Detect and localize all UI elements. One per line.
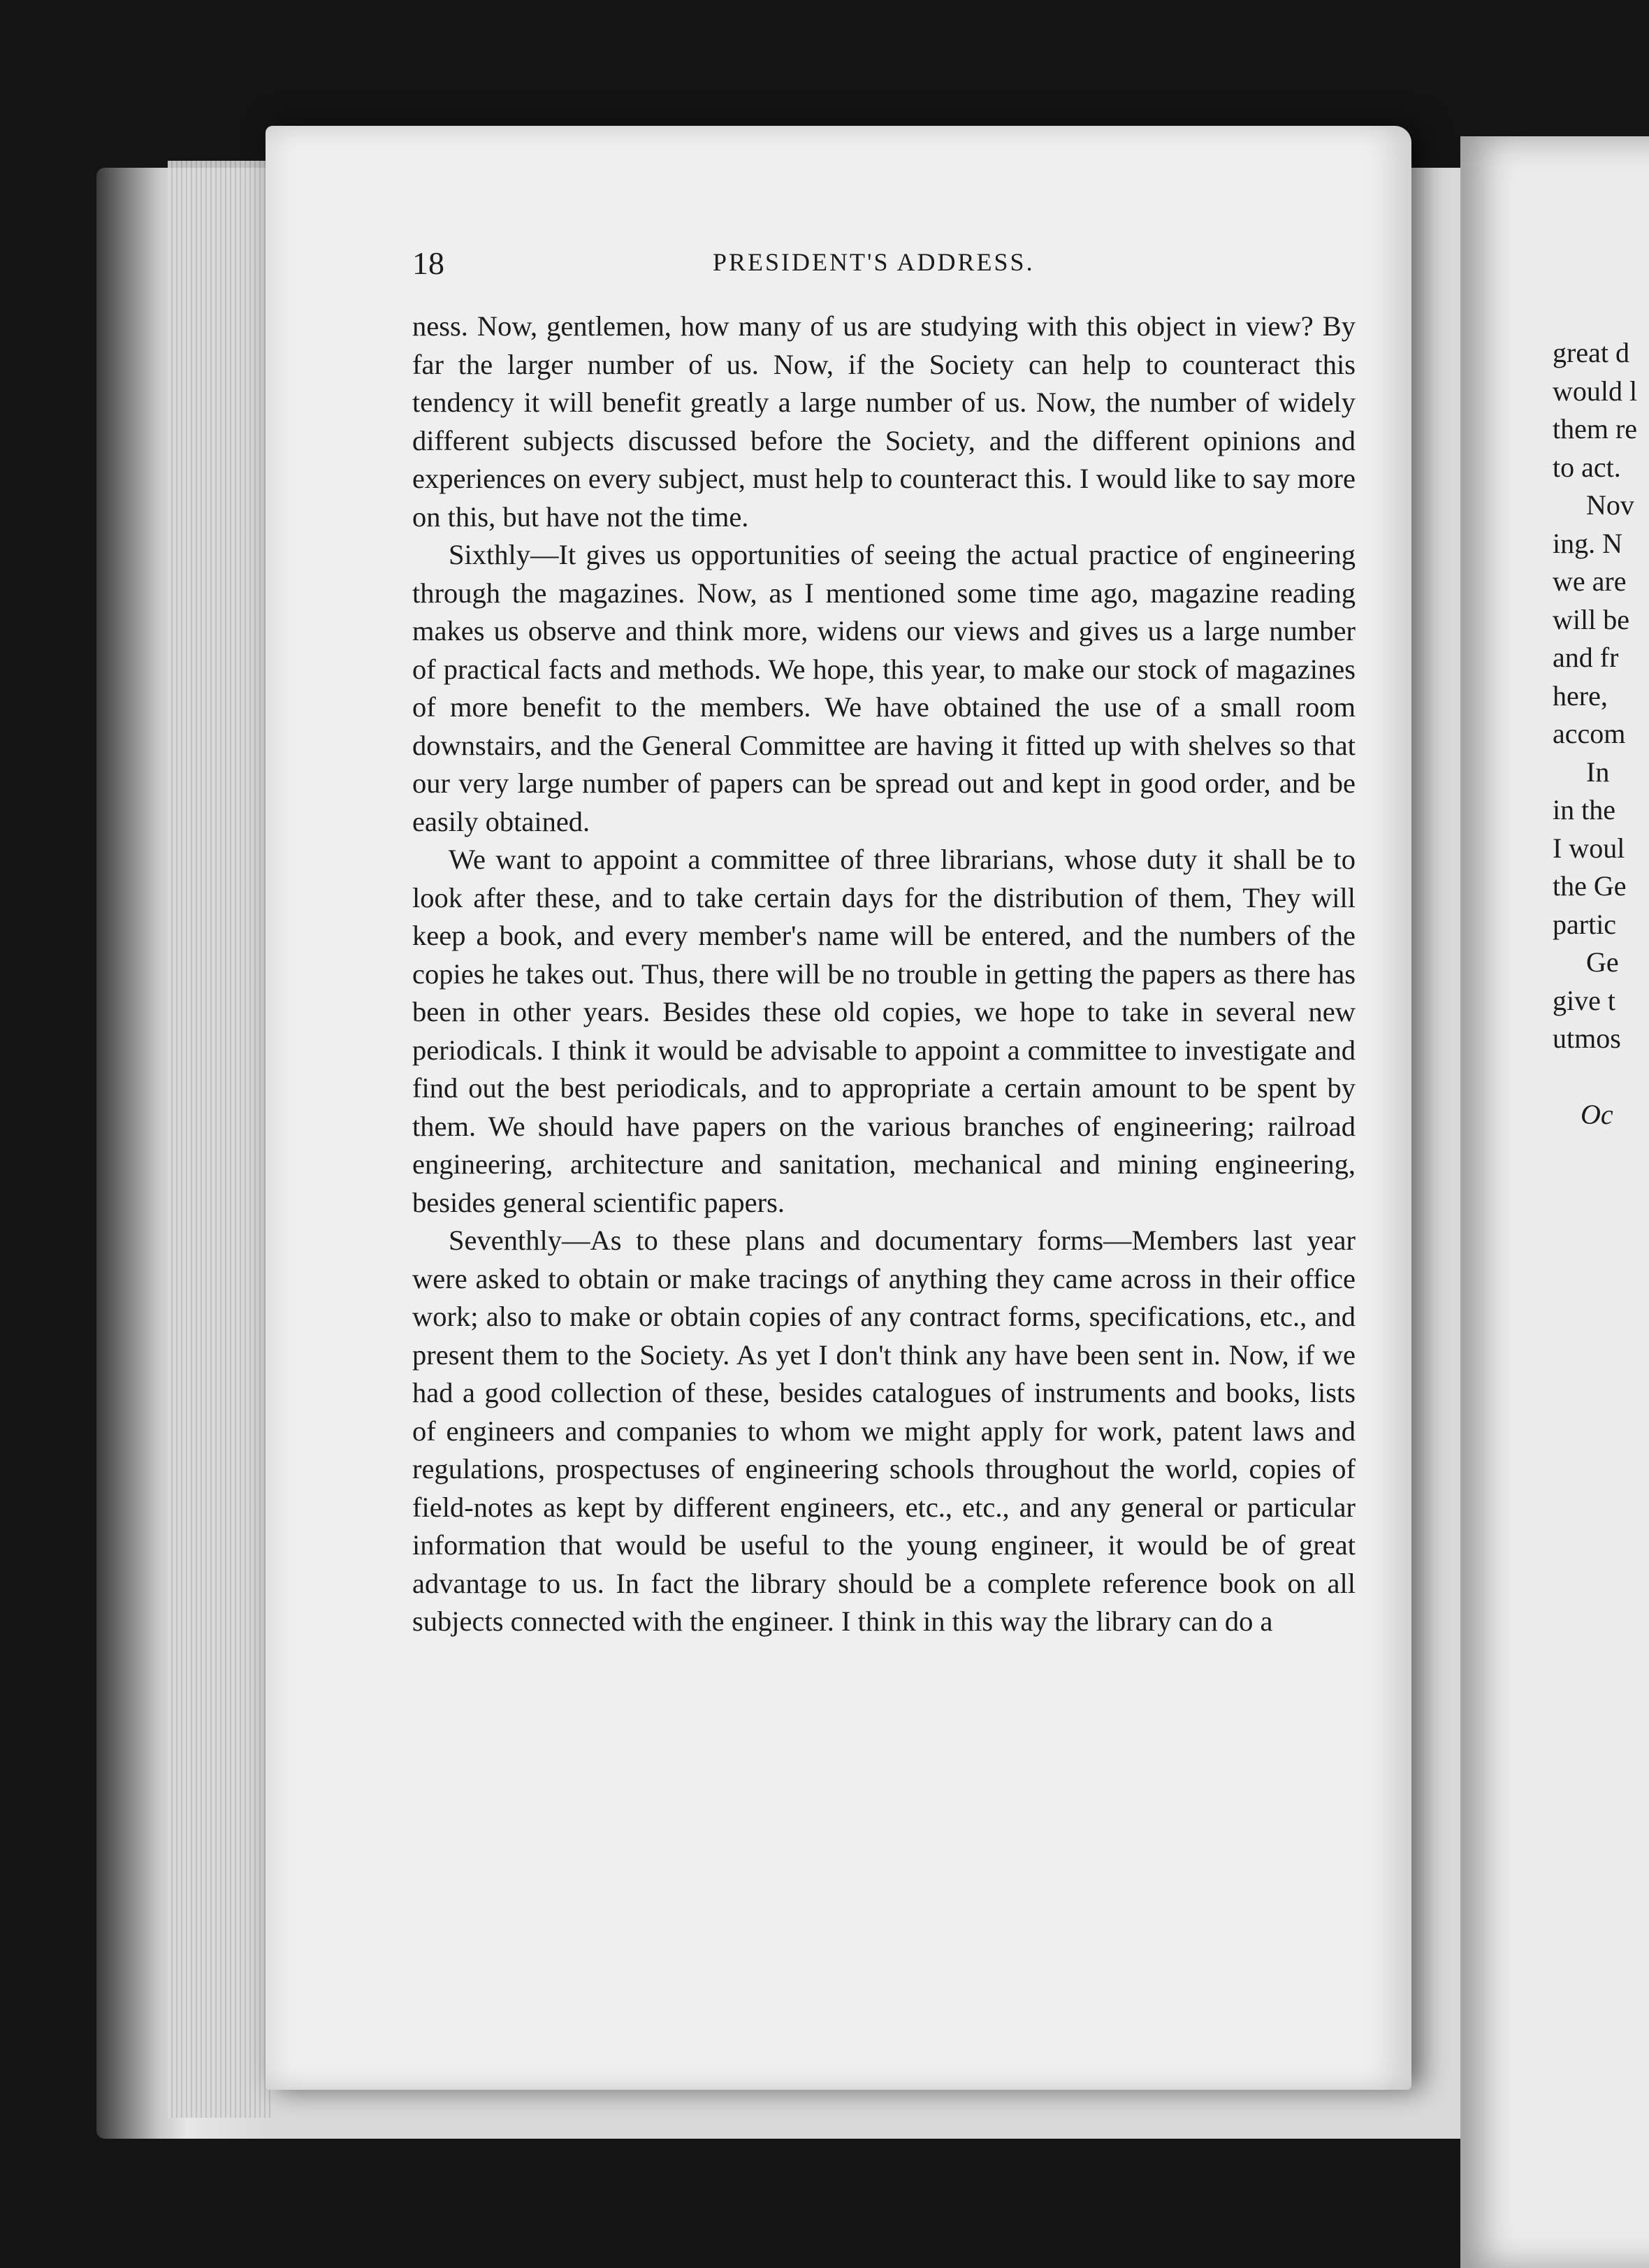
text-fragment: will be bbox=[1553, 603, 1629, 635]
text-fragment: give t bbox=[1553, 984, 1615, 1016]
body-text bbox=[412, 308, 1356, 1641]
paragraph: Seventhly—As to these plans and documentary forms—Members last year were asked to obtain or make tracings of anything they came across in their office work; also to make or obtain copies of any contract forms, specifications, etc., and present them to the Society. As yet I don't think any have been sent in. Now, if we had a good collection of these, besides catalogues of instruments and books, lists of engineers and companies to whom we might apply for work, patent laws and regulations, prospectuses of engineering schools throughout the world, copies of field-notes as kept by different engineers, etc., etc., and any general or particular information that would be useful to the young engineer, it would be of great advantage to us. In fact the library should be a complete reference book on all subjects connected with the engineer. I think in this way the library can do a bbox=[412, 1225, 1356, 1637]
text-fragment: here, bbox=[1553, 679, 1608, 712]
stacked-page-edges bbox=[168, 161, 273, 2118]
spacer bbox=[1553, 1058, 1649, 1097]
text-fragment: to act. bbox=[1553, 451, 1621, 483]
text-fragment: in the bbox=[1553, 794, 1615, 825]
text-fragment: accom bbox=[1553, 718, 1626, 749]
page-number: 18 bbox=[412, 245, 444, 281]
paragraph: ness. Now, gentlemen, how many of us are studying with this object in view? By far the larger number of us. Now, if the Society can help to counteract this tendency it will benefit greatly a large number of us. Now, the number of widely different subjects discussed before the Society, and the different opinions and experiences on every subject, must help to counteract this. I would like to say more on this, but have not the time. bbox=[412, 310, 1356, 533]
text-fragment: partic bbox=[1553, 908, 1617, 940]
text-fragment: great d bbox=[1553, 337, 1629, 368]
text-fragment: Ge bbox=[1586, 946, 1619, 978]
text-fragment: utmos bbox=[1553, 1023, 1621, 1054]
text-fragment: and fr bbox=[1553, 642, 1619, 673]
text-fragment: would l bbox=[1553, 375, 1638, 407]
paragraph: Sixthly—It gives us opportunities of seeing the actual practice of engineering through the magazines. Now, as I mentioned some time ago, magazine reading makes us observe and think more, widens our views and gives us a large number of practical facts and methods. We hope, this year, to make our stock of magazines of more benefit to the members. We have obtained the use of a small room downstairs, and the General Committee are having it fitted up with shelves so that our very large number of papers can be spread out and kept in good order, and be easily obtained. bbox=[412, 539, 1356, 837]
text-fragment: them re bbox=[1553, 413, 1638, 445]
page-header bbox=[412, 245, 1349, 287]
facing-page-text bbox=[1553, 334, 1649, 1134]
text-fragment: Oc bbox=[1581, 1099, 1613, 1130]
text-fragment: we are bbox=[1553, 565, 1627, 597]
text-fragment: I woul bbox=[1553, 832, 1625, 864]
text-fragment: the Ge bbox=[1553, 870, 1627, 902]
text-fragment: In bbox=[1586, 756, 1610, 788]
running-head: PRESIDENT'S ADDRESS. bbox=[713, 248, 1035, 276]
paragraph: We want to appoint a committee of three librarians, whose duty it shall be to look after these, and to take certain days for the distribution of them, They will keep a book, and every member's name will be entered, and the numbers of the copies he takes out. Thus, there will be no trouble in getting the papers as there has been in other years. Besides these old copies, we hope to take in several new periodicals. I think it would be advisable to appoint a committee to investigate and find out the best periodicals, and to appropriate a certain amount to be spent by them. We should have papers on the various branches of engineering; railroad engineering, architecture and sanitation, mechanical and mining engineering, besides general scientific papers. bbox=[412, 844, 1356, 1218]
text-fragment: ing. N bbox=[1553, 527, 1622, 559]
text-fragment: Nov bbox=[1586, 489, 1634, 521]
